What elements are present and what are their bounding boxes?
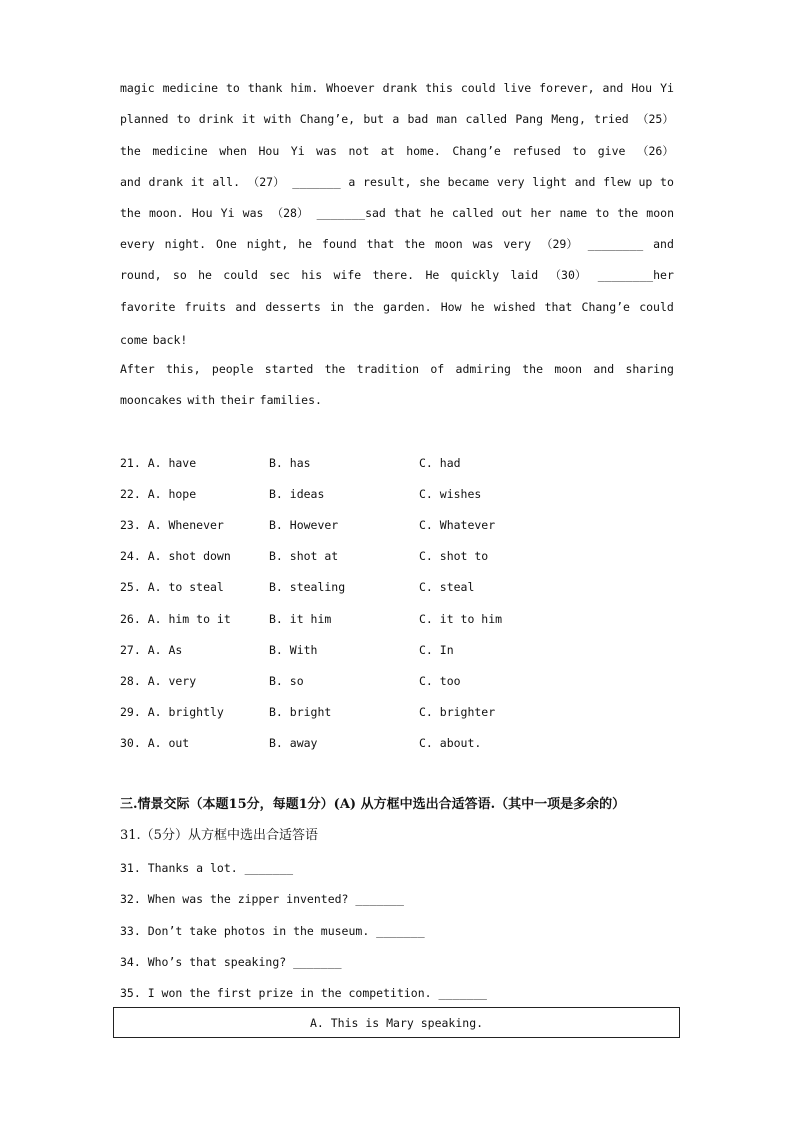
option-c: C. shot to [419, 549, 489, 563]
option-c: C. wishes [419, 487, 482, 501]
passage-word: fruits [184, 300, 227, 314]
passage-word: he [429, 206, 444, 220]
answer-choice-box [113, 1007, 680, 1038]
option-c: C. In [419, 643, 454, 657]
passage-line [120, 173, 674, 191]
passage-word: _______sad [316, 206, 386, 220]
passage-word: night, [246, 237, 289, 251]
passage-word: round, [120, 268, 162, 282]
passage-line [120, 204, 674, 222]
passage-word: the [522, 362, 544, 376]
passage-word: called [465, 112, 508, 126]
passage-word: out [501, 206, 523, 220]
option-a: 30. A. out [120, 736, 190, 750]
passage-word: this [425, 81, 453, 95]
passage-word: （29） [540, 237, 578, 251]
option-a: 27. A. As [120, 643, 183, 657]
passage-word: him. [290, 81, 319, 95]
passage-word: live [503, 81, 532, 95]
passage-word: with [263, 112, 292, 126]
option-a: 21. A. have [120, 456, 197, 470]
passage-line [120, 298, 674, 316]
passage-word: so [172, 268, 187, 282]
passage-word: he [298, 237, 313, 251]
passage-word: and [574, 175, 596, 189]
passage-word: home. [406, 144, 441, 158]
option-c: C. had [419, 456, 461, 470]
passage-word: to [595, 206, 610, 220]
passage-word: mooncakes [120, 393, 183, 407]
passage-word: After [120, 362, 155, 376]
option-b: B. so [269, 674, 304, 688]
passage-word: the [120, 206, 141, 220]
passage-word: Pang [515, 112, 544, 126]
passage-word: became [447, 175, 490, 189]
passage-word: not [348, 144, 370, 158]
option-a: 29. A. brightly [120, 705, 224, 719]
passage-word: found [322, 237, 357, 251]
passage-word: sharing [625, 362, 674, 376]
section-heading: 三.情景交际（本题15分，每题1分）(A) 从方框中选出合适答语.（其中一项是多余的） [120, 797, 626, 812]
passage-line [120, 79, 674, 97]
passage-word: her [530, 206, 552, 220]
passage-word: （30） [549, 268, 587, 282]
passage-word: come [120, 333, 148, 347]
passage-word: to [572, 144, 587, 158]
passage-word: to [225, 81, 240, 95]
passage-word: thank [247, 81, 283, 95]
passage-word: Chang’e [452, 144, 501, 158]
passage-word: his [301, 268, 323, 282]
option-c: C. steal [419, 580, 475, 594]
passage-word: he [198, 268, 212, 282]
passage-word: _______ [292, 175, 341, 189]
passage-word: a [348, 175, 356, 189]
passage-word: but [363, 112, 385, 126]
passage-word: result, [363, 175, 412, 189]
passage-word: and [602, 81, 624, 95]
passage-word: wife [333, 268, 362, 282]
passage-word: name [559, 206, 588, 220]
passage-word: at [380, 144, 395, 158]
passage-word: all. [212, 175, 241, 189]
passage-word: Hou [631, 81, 653, 95]
passage-word: drank [382, 81, 418, 95]
passage-word: （25） [636, 112, 674, 126]
passage-word: he [470, 300, 485, 314]
passage-line [120, 266, 674, 284]
passage-line [120, 142, 674, 160]
option-a: 25. A. to steal [120, 580, 224, 594]
passage-word: every [120, 237, 155, 251]
passage-word: Yi [220, 206, 235, 220]
passage-word: to [176, 112, 191, 126]
passage-word: flew [603, 175, 631, 189]
option-b: B. has [269, 456, 311, 470]
passage-word: could [460, 81, 496, 95]
option-b: B. stealing [269, 580, 346, 594]
passage-word: Meng, [551, 112, 586, 126]
passage-word: Hou [258, 144, 280, 158]
passage-word: Whoever [326, 81, 375, 95]
passage-word: was [472, 237, 494, 251]
passage-word: it [190, 175, 205, 189]
option-a: 24. A. shot down [120, 549, 231, 563]
passage-word: laid [510, 268, 539, 282]
passage-word: a [392, 112, 400, 126]
option-c: C. about. [419, 736, 482, 750]
passage-word: the [617, 206, 639, 220]
passage-line [120, 235, 674, 253]
passage-word: medicine [152, 144, 208, 158]
passage-word: it [241, 112, 256, 126]
passage-word: wished [493, 300, 536, 314]
passage-word: favorite [120, 300, 176, 314]
passage-word: that [366, 237, 395, 251]
passage-word: and [653, 237, 674, 251]
dialogue-question: 35. I won the first prize in the competition. _______ [120, 986, 487, 1000]
option-a: 28. A. very [120, 674, 197, 688]
passage-word: drink [198, 112, 234, 126]
passage-word: moon [434, 237, 463, 251]
passage-word: How [440, 300, 462, 314]
passage-word: quickly [450, 268, 500, 282]
passage-word: when [219, 144, 247, 158]
option-a: 26. A. him to it [120, 612, 231, 626]
passage-word: admiring [455, 362, 511, 376]
option-c: C. brighter [419, 705, 496, 719]
passage-word: bad [407, 112, 429, 126]
passage-word: ________ [587, 237, 644, 251]
passage-word: （27） [247, 175, 285, 189]
passage-word: was [242, 206, 264, 220]
passage-line [120, 360, 674, 378]
answer-choice-a: A. This is Mary speaking. [309, 1015, 484, 1030]
dialogue-question: 33. Don’t take photos in the museum. _______ [120, 924, 425, 938]
passage-word: back! [152, 333, 188, 347]
passage-word: there. [372, 268, 415, 282]
passage-word: the [324, 362, 346, 376]
passage-word: One [216, 237, 237, 251]
passage-line [120, 331, 674, 349]
passage-word: she [419, 175, 440, 189]
option-a: 23. A. Whenever [120, 518, 224, 532]
passage-word: and [120, 175, 141, 189]
passage-word: the [404, 237, 426, 251]
passage-line [120, 391, 674, 409]
passage-word: （26） [636, 144, 674, 158]
passage-word: Yi [290, 144, 305, 158]
dialogue-question: 31. Thanks a lot. _______ [120, 861, 294, 875]
passage-word: to [660, 175, 674, 189]
passage-word: forever, [539, 81, 595, 95]
passage-word: called [451, 206, 494, 220]
passage-word: very [503, 237, 532, 251]
passage-word: moon [646, 206, 674, 220]
passage-word: Hou [191, 206, 213, 220]
passage-word: magic [120, 81, 155, 95]
passage-word: refused [512, 144, 561, 158]
passage-word: medicine [162, 81, 218, 95]
passage-word: drank [148, 175, 184, 189]
option-b: B. away [269, 736, 318, 750]
passage-word: could [639, 300, 674, 314]
passage-word: the [353, 300, 374, 314]
passage-word: of [430, 362, 445, 376]
passage-word: people [211, 362, 254, 376]
passage-word: give [597, 144, 626, 158]
passage-word: garden. [383, 300, 432, 314]
passage-word: started [264, 362, 314, 376]
passage-word: and [235, 300, 257, 314]
dialogue-question: 32. When was the zipper invented? _______ [120, 892, 404, 906]
passage-word: moon. [148, 206, 184, 220]
passage-word: He [425, 268, 440, 282]
passage-word: in [329, 300, 344, 314]
passage-word: families. [259, 393, 322, 407]
passage-word: that [544, 300, 573, 314]
passage-word: Chang’e [581, 300, 630, 314]
passage-word: tried [594, 112, 629, 126]
passage-word: could [223, 268, 258, 282]
passage-word: desserts [265, 300, 321, 314]
passage-word: ________her [597, 268, 674, 282]
passage-word: Chang’e, [299, 112, 356, 126]
passage-word: very [496, 175, 525, 189]
option-b: B. ideas [269, 487, 325, 501]
passage-word: （28） [271, 206, 309, 220]
passage-word: night. [164, 237, 207, 251]
dialogue-question: 34. Who’s that speaking? _______ [120, 955, 342, 969]
passage-word: light [532, 175, 567, 189]
option-b: B. it him [269, 612, 332, 626]
option-c: C. it to him [419, 612, 503, 626]
sub-heading: 31.（5分）从方框中选出合适答语 [120, 828, 318, 843]
passage-word: up [638, 175, 653, 189]
passage-word: and [593, 362, 615, 376]
passage-word: planned [120, 112, 169, 126]
passage-word: that [394, 206, 422, 220]
option-b: B. shot at [269, 549, 339, 563]
passage-word: the [120, 144, 141, 158]
passage-word: Yi [660, 81, 674, 95]
passage-line [120, 110, 674, 128]
passage-word: moon [554, 362, 583, 376]
passage-word: sec [269, 268, 291, 282]
passage-word: their [220, 393, 255, 407]
option-b: B. With [269, 643, 318, 657]
passage-word: tradition [356, 362, 419, 376]
option-b: B. bright [269, 705, 332, 719]
passage-word: this, [165, 362, 201, 376]
passage-word: with [187, 393, 216, 407]
option-a: 22. A. hope [120, 487, 197, 501]
passage-word: man [436, 112, 458, 126]
option-c: C. too [419, 674, 461, 688]
passage-word: was [316, 144, 337, 158]
option-b: B. However [269, 518, 339, 532]
option-c: C. Whatever [419, 518, 496, 532]
